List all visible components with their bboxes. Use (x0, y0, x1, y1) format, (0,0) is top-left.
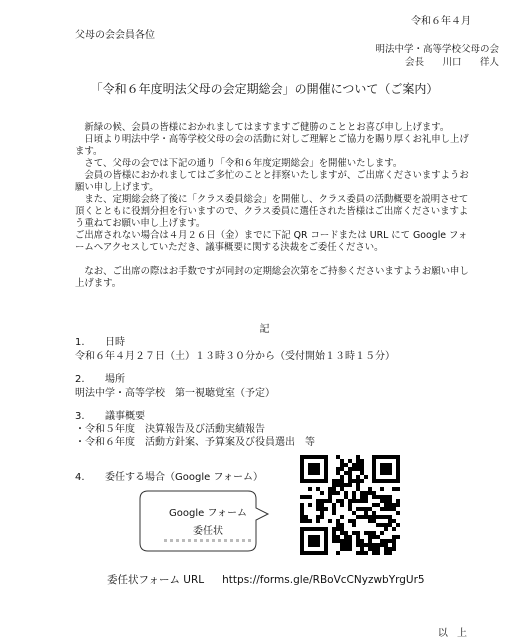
section-1-line: 令和６年４月２７日（土）１３時３０分から（受付開始１３時１５分） (75, 351, 395, 362)
body-paragraph: なお、ご出席の際はお手数ですが同封の定期総会次第をご持参くださいますようお願い申し上げます。 (75, 266, 469, 289)
section-number: 2. (75, 374, 85, 385)
document-date: 令和６年４月 (411, 16, 471, 27)
section-title: 議事概要 (105, 411, 145, 422)
closing-ijou: 以 上 (437, 628, 467, 639)
sender-name: 会長 川口 徉人 (404, 57, 499, 68)
callout-title: Google フォーム (169, 508, 247, 519)
section-number: 1. (75, 337, 85, 348)
body-paragraph: 会員の皆様におかれましてはご多忙のことと拝察いたしますが、ご出席くださいますようお願い申し上げます。 (75, 170, 469, 193)
section-1-heading (75, 333, 125, 348)
form-url-line (107, 572, 425, 587)
section-3-line-2: ・令和６年度 活動方針案、予算案及び役員選出 等 (75, 437, 315, 448)
body-paragraph: ご出席されない場合は４月２６日（金）までに下記 QR コードまたは URL にて Google フォームへアクセスしていただき、議事概要に関する決裁をご委任ください。 (75, 230, 468, 253)
section-2-line: 明法中学・高等学校 第一視聴覚室（予定） (75, 388, 275, 399)
callout-subtitle: 委任状 (193, 526, 223, 537)
section-title: 場所 (105, 374, 125, 385)
section-number: 3. (75, 411, 85, 422)
body-paragraph: 日頃より明法中学・高等学校父母の会の活動に対しご理解とご協力を賜り厚くお礼申し上げます。 (75, 134, 469, 157)
body-paragraph: さて、父母の会では下記の通り「令和６年度定期総会」を開催いたします。 (84, 158, 403, 169)
section-3-line-1: ・令和５年度 決算報告及び活動実績報告 (75, 424, 265, 435)
section-title: 委任する場合（Google フォーム） (105, 472, 263, 483)
body-paragraph: また、定期総会終了後に「クラス委員総会」を開催し、クラス委員の活動概要を説明させて頂くとともに役割分担を行いますので、クラス委員に選任された皆様はご出席くださいますよう重ねてお願い申し上げます。 (75, 194, 469, 229)
callout-faint-text (164, 539, 252, 542)
section-title: 日時 (105, 337, 125, 348)
qr-code-icon[interactable] (300, 455, 400, 555)
url-label: 委任状フォーム URL (107, 574, 205, 586)
section-2-heading (75, 370, 125, 385)
addressee: 父母の会会員各位 (75, 30, 155, 41)
callout-bubble-shape (138, 490, 278, 552)
section-number: 4. (75, 472, 85, 483)
sender-organization: 明法中学・高等学校父母の会 (375, 44, 499, 55)
document-title: 「令和６年度明法父母の会定期総会」の開催について（ご案内） (90, 82, 439, 96)
ki-heading: 記 (259, 324, 270, 335)
body-paragraph: 新緑の候、会員の皆様におかれましてはますますご健勝のこととお喜び申し上げます。 (84, 122, 450, 133)
body-text (75, 122, 473, 290)
form-url-link[interactable]: https://forms.gle/RBoVcCNyzwbYrgUr5 (222, 574, 425, 586)
section-4-heading (75, 468, 263, 483)
